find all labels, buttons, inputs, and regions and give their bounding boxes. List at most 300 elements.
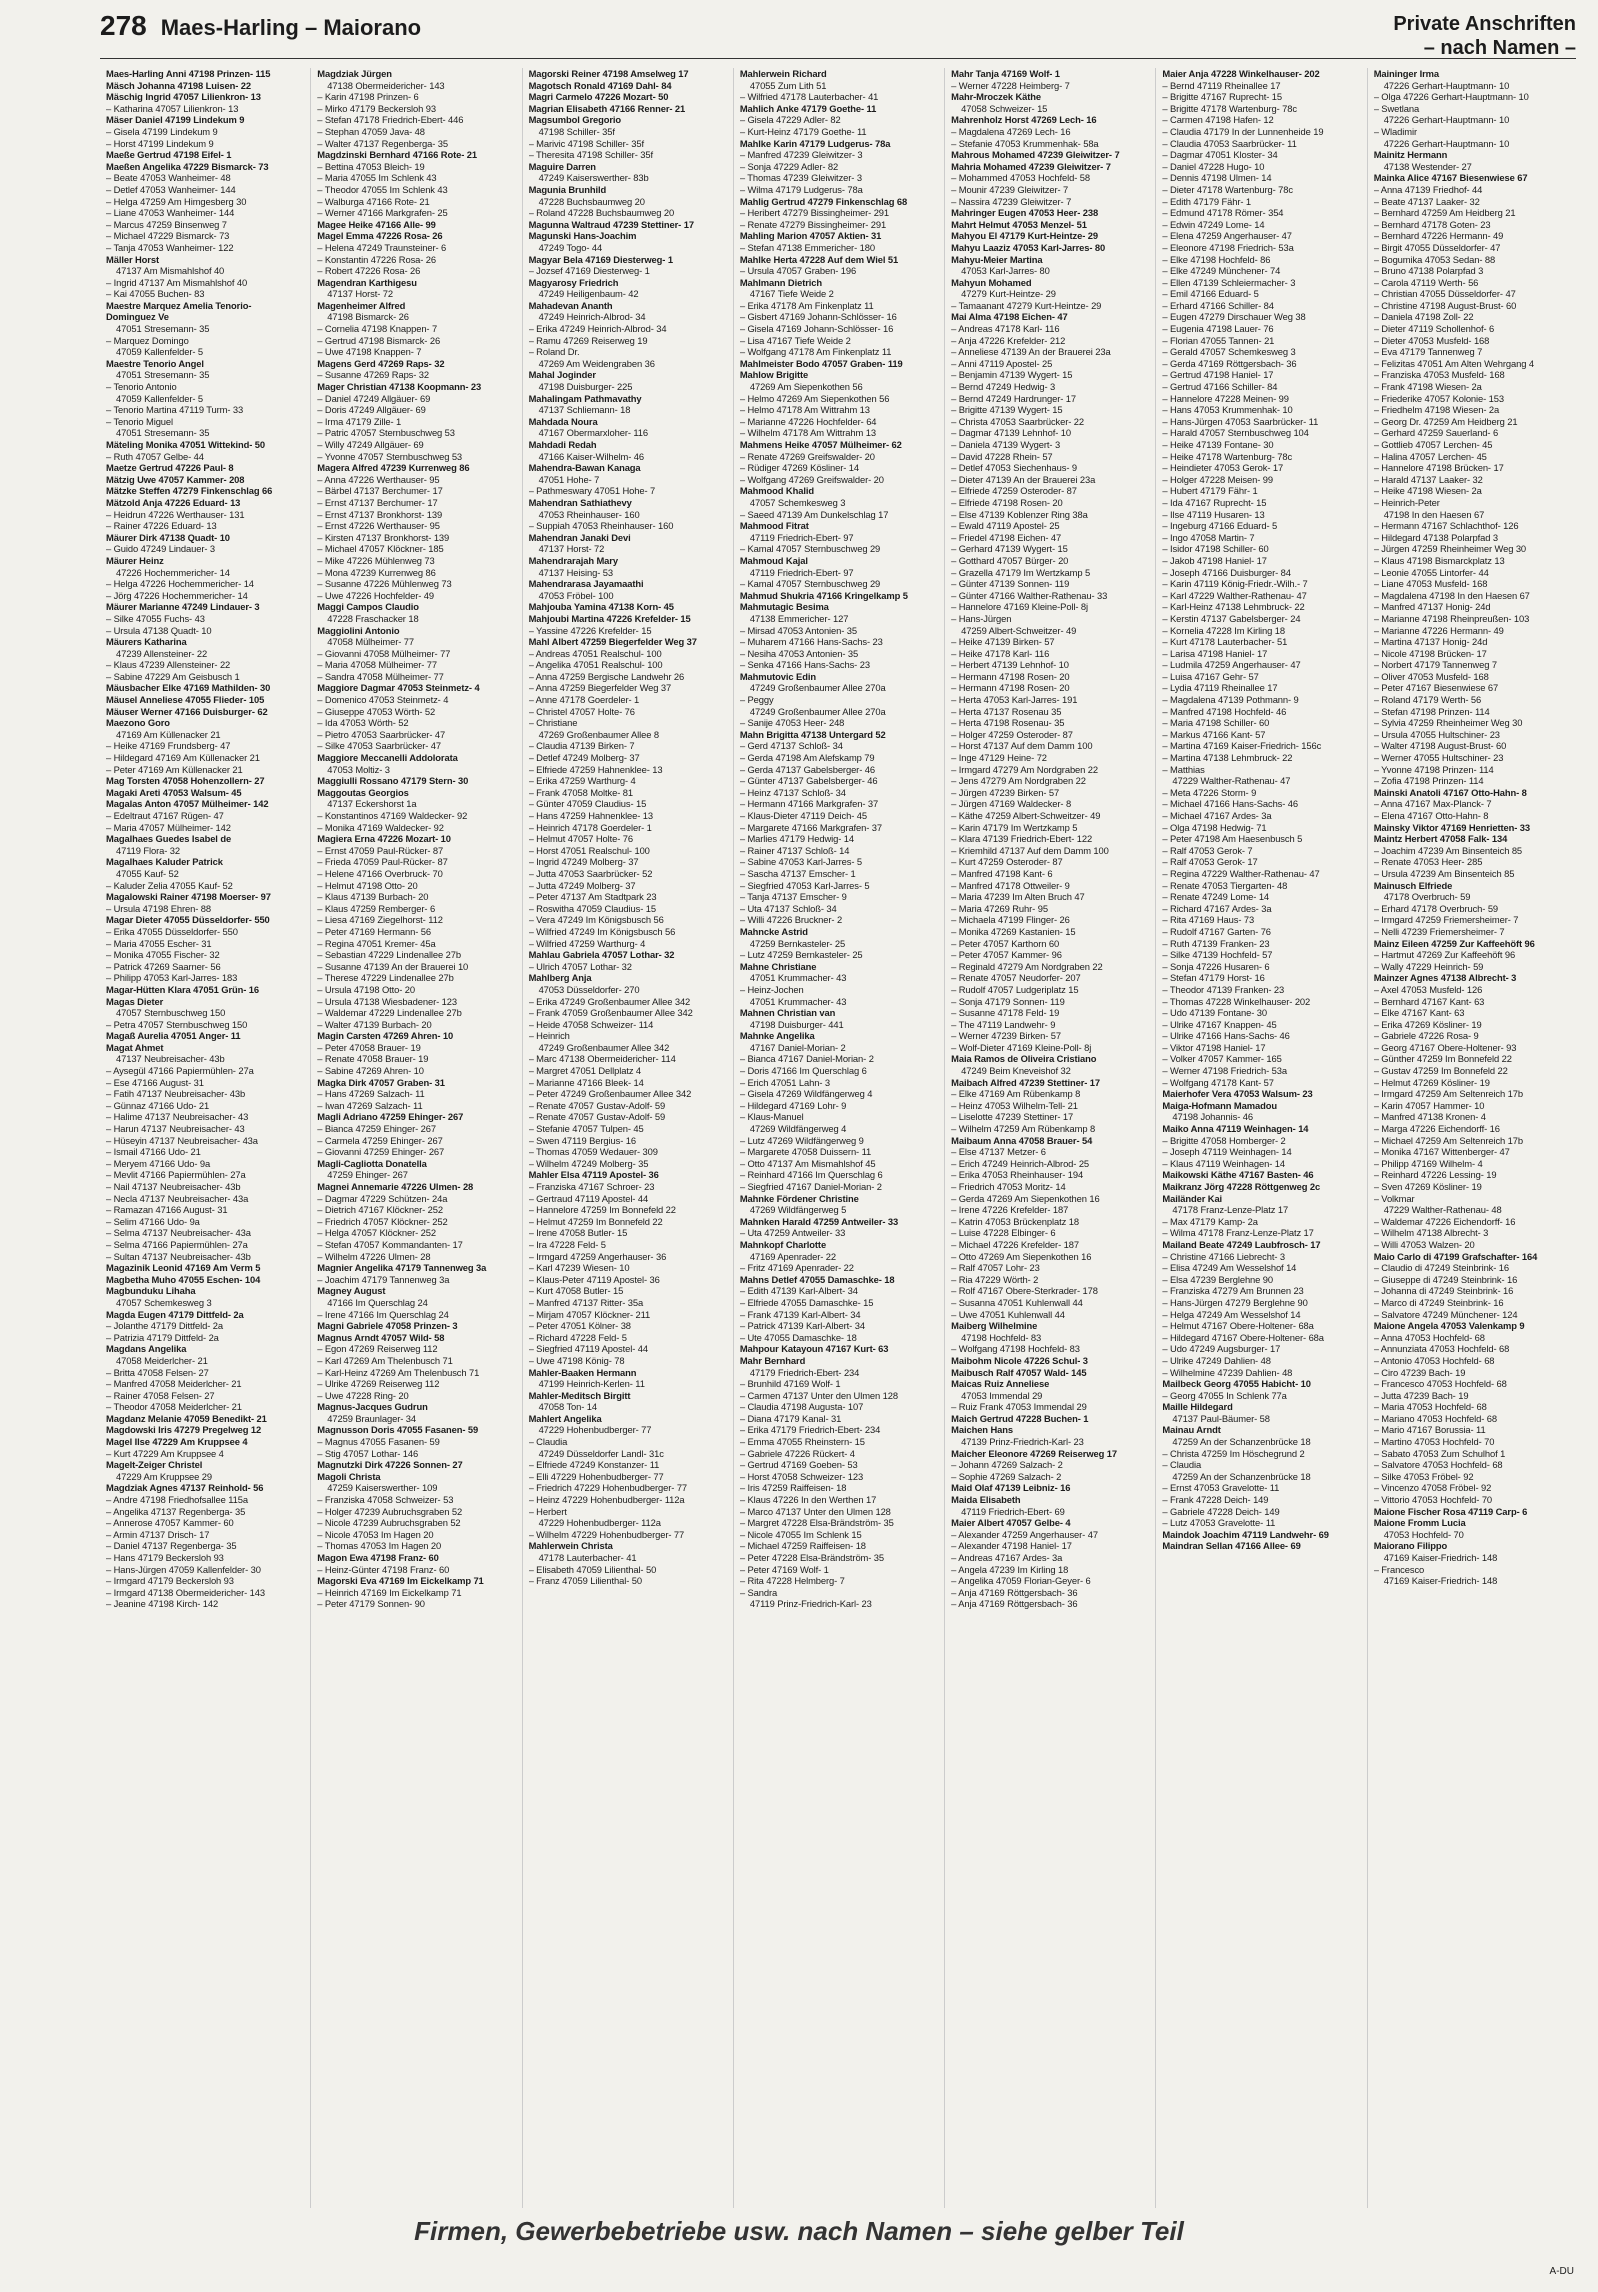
listing-entry: – Silke 47055 Fuchs- 43: [106, 612, 205, 624]
listing-entry: – Franziska 47167 Schroer- 23: [528, 1181, 655, 1192]
listing-entry: – Thomas 47059 Wedauer- 309: [528, 1146, 658, 1158]
listing-entry: – Klara 47139 Friedrich-Ebert- 122: [951, 833, 1093, 845]
listing-entry: – Lisa 47167 Tiefe Weide 2: [739, 334, 851, 346]
listing-entry: Magnier Angelika 47179 Tannenweg 3a: [317, 1262, 487, 1274]
listing-entry: – Ese 47166 August- 31: [106, 1076, 204, 1088]
listing-entry: – Bettina 47053 Bleich- 19: [317, 160, 425, 172]
listing-entry: – Gisbert 47169 Johann-Schlösser- 16: [739, 311, 897, 323]
listing-entry: – Bernd 47119 Rheinallee 17: [1162, 79, 1281, 91]
listing-entry: Mahadevan Ananth: [528, 299, 613, 311]
listing-entry: Magyar Bela 47169 Diesterweg- 1: [528, 253, 673, 265]
listing-column-6: [1155, 68, 1366, 2208]
listing-entry: 47051 Krummacher- 43: [749, 972, 847, 984]
listing-entry: – Anna 47226 Werthauser- 95: [317, 473, 440, 485]
listing-entry: – Silke 47139 Hochfeld- 57: [1162, 949, 1273, 961]
listing-entry: – Hans-Jürgen 47053 Saarbrücker- 11: [1162, 415, 1319, 427]
listing-entry: – Peter 47167 Biesenwiese 67: [1373, 682, 1499, 694]
listing-entry: Maes-Harling Anni 47198 Prinzen- 115: [106, 68, 271, 79]
listing-entry: Mahjoubi Martina 47226 Krefelder- 15: [528, 612, 691, 624]
listing-entry: Maggiulli Rossano 47179 Stern- 30: [317, 775, 469, 787]
listing-entry: – Norbert 47179 Tannenweg 7: [1373, 659, 1497, 671]
listing-entry: – Jutta 47249 Molberg- 37: [528, 879, 636, 891]
listing-entry: Maiga-Hofmann Mamadou: [1162, 1099, 1277, 1111]
listing-entry: Maione Angela 47053 Valenkamp 9: [1373, 1320, 1525, 1332]
listing-entry: – Manfred 47137 Honig- 24d: [1373, 601, 1491, 613]
listing-entry: 47051 Krummacher- 43: [749, 995, 847, 1007]
listing-entry: – Sven 47269 Kösliner- 19: [1373, 1181, 1482, 1192]
listing-entry: – Heike 47139 Birken- 57: [951, 636, 1055, 648]
listing-entry: 47169 Apenrader- 22: [749, 1250, 837, 1262]
listing-entry: – Magdalena 47139 Pothmann- 9: [1162, 694, 1299, 706]
listing-entry: Mahlerwein Christa: [528, 1540, 613, 1552]
listing-entry: Magnus-Jacques Gudrun: [317, 1401, 428, 1413]
listing-entry: Mäteling Monika 47051 Wittekind- 50: [106, 439, 265, 450]
listing-entry: – Horst 47058 Schweizer- 123: [739, 1470, 864, 1482]
listing-entry: – Holger 47259 Osteroder- 87: [951, 728, 1073, 740]
page-number: 278: [100, 10, 147, 41]
listing-entry: Maggiore Dagmar 47053 Steinmetz- 4: [317, 682, 480, 694]
listing-entry: – Uwe 47198 Knappen- 7: [317, 346, 422, 358]
listing-entry: 47119 Flora- 32: [116, 844, 180, 856]
listing-entry: 47053 Moltiz- 3: [327, 763, 390, 775]
listing-entry: 47259 Bernkasteler- 25: [749, 937, 846, 949]
section-title-line2: – nach Namen –: [1423, 37, 1576, 59]
listing-entry: – Peter 47179 Sonnen- 90: [317, 1598, 425, 1610]
listing-entry: – Selma 47166 Papiermühlen- 27a: [106, 1238, 248, 1250]
listing-entry: Maggi Campos Claudio: [317, 601, 419, 613]
listing-entry: – Claudia: [1162, 1459, 1202, 1471]
listing-entry: – Rolf 47167 Obere-Sterkrader- 178: [951, 1285, 1098, 1297]
listing-entry: Mailand Beate 47249 Laubfrosch- 17: [1162, 1238, 1321, 1250]
listing-entry: – Siegfried 47167 Daniel-Morian- 2: [739, 1181, 882, 1192]
listing-entry: – Karin 47179 Im Wertzkamp 5: [951, 821, 1078, 833]
listing-entry: 47137 Eckershorst 1a: [327, 798, 417, 810]
listing-entry: – Richard 47228 Feld- 5: [528, 1331, 627, 1343]
listing-entry: – Frank 47059 Großenbaumer Allee 342: [528, 1007, 693, 1019]
listing-entry: 47139 Prinz-Friedrich-Karl- 23: [961, 1436, 1084, 1448]
listing-entry: – Holger 47239 Aubruchsgraben 52: [317, 1505, 463, 1517]
listing-entry: Mahendrarajah Mary: [528, 554, 618, 566]
listing-entry: 47259 Albert-Schweitzer- 49: [961, 624, 1077, 636]
listing-entry: – Mirsad 47053 Antonien- 35: [739, 624, 858, 636]
listing-entry: – Nicole 47053 Im Hagen 20: [317, 1528, 434, 1540]
listing-entry: – Wally 47229 Heinrich- 59: [1373, 960, 1484, 972]
listing-entry: – Renate 47279 Bissingheimer- 291: [739, 218, 887, 230]
listing-entry: – Richard 47167 Ardes- 3a: [1162, 902, 1272, 914]
listing-entry: Maeßen Angelika 47229 Bismarck- 73: [106, 160, 269, 172]
listing-entry: – Dieter 47178 Wartenburg- 78c: [1162, 183, 1293, 195]
listing-entry: 47249 Beim Kneveishof 32: [961, 1065, 1071, 1077]
listing-entry: – Erich 47051 Lahn- 3: [739, 1076, 830, 1088]
listing-entry: – Ernst 47137 Berchumer- 17: [317, 496, 438, 508]
listing-entry: – Wladimir: [1373, 125, 1417, 137]
listing-entry: – Diana 47179 Kanal- 31: [739, 1412, 842, 1424]
listing-entry: – Elena 47259 Angerhauser- 47: [1162, 230, 1292, 242]
listing-entry: – Magdalena 47198 In den Haesen 67: [1373, 589, 1530, 601]
listing-entry: – Hans-Jürgen 47279 Berglehne 90: [1162, 1296, 1308, 1308]
listing-entry: – Axel 47053 Musfeld- 126: [1373, 983, 1483, 995]
listing-entry: – Elfriede 47055 Damaschke- 15: [739, 1296, 874, 1308]
listing-entry: Maiko Anna 47119 Weinhagen- 14: [1162, 1123, 1309, 1135]
listing-entry: – Daniel 47137 Regenberga- 35: [106, 1540, 237, 1552]
listing-entry: – Harald 47137 Laaker- 32: [1373, 473, 1483, 485]
listing-entry: – Margarete 47166 Markgrafen- 37: [739, 821, 883, 833]
listing-entry: Mahlich Anke 47179 Goethe- 11: [739, 102, 877, 114]
listing-entry: – Klaus-Manuel: [739, 1111, 804, 1123]
listing-entry: Maeße Gertrud 47198 Eifel- 1: [106, 149, 232, 161]
listing-entry: – Ismail 47166 Udo- 21: [106, 1146, 201, 1158]
listing-entry: – Werner 47055 Hultschiner- 23: [1373, 752, 1504, 764]
listing-entry: – Friedhelm 47198 Wiesen- 2a: [1373, 404, 1500, 416]
listing-entry: – Hermann 47166 Markgrafen- 37: [739, 798, 879, 810]
listing-entry: – Philipp 47053 Karl-Jarres- 183: [106, 972, 238, 984]
listing-entry: – Emma 47055 Rheinstern- 15: [739, 1436, 865, 1448]
listing-entry: 47137 Am Mismahlshof 40: [116, 265, 225, 277]
listing-entry: – Bernhard 47178 Goten- 23: [1373, 218, 1491, 230]
listing-entry: 47228 Fraschacker 18: [327, 612, 419, 624]
listing-entry: 47058 Mülheimer- 77: [327, 636, 414, 648]
listing-entry: – Walter 47198 August-Brust- 60: [1373, 740, 1507, 752]
listing-entry: – Joseph 47166 Duisburger- 84: [1162, 566, 1291, 578]
listing-entry: – Peter 47198 Am Haesenbusch 5: [1162, 833, 1303, 845]
listing-entry: – Theresita 47198 Schiller- 35f: [528, 149, 653, 161]
listing-entry: – Wolfgang 47178 Kant- 57: [1162, 1076, 1274, 1088]
listing-entry: 47179 Friedrich-Ebert- 234: [749, 1366, 860, 1378]
listing-entry: Magat Ahmet: [106, 1041, 164, 1053]
listing-entry: – Hildegard 47138 Polarpfad 3: [1373, 531, 1498, 543]
listing-entry: Maestre Marquez Amelia Tenorio-: [106, 299, 252, 311]
listing-entry: – Egon 47269 Reiserweg 112: [317, 1343, 438, 1355]
listing-entry: – Horst 47137 Auf dem Damm 100: [951, 740, 1093, 752]
listing-entry: Magnei Annemarie 47226 Ulmen- 28: [317, 1181, 474, 1192]
listing-entry: – Heinz 47137 Schloß- 34: [739, 786, 846, 798]
listing-entry: – Claudio di 47249 Steinbrink- 16: [1373, 1262, 1510, 1274]
listing-entry: – Angelika 47051 Realschul- 100: [528, 659, 663, 671]
listing-entry: – Werner 47239 Birken- 57: [951, 1030, 1062, 1042]
listing-entry: – Ramu 47269 Reiserweg 19: [528, 334, 648, 346]
listing-entry: – Hannelore 47228 Meinen- 99: [1162, 392, 1289, 404]
listing-entry: – Franziska 47279 Am Brunnen 23: [1162, 1285, 1304, 1297]
listing-entry: Mahl Albert 47259 Biegerfelder Weg 37: [528, 636, 697, 648]
listing-entry: – Herbert 47139 Lehnhof- 10: [951, 659, 1069, 671]
listing-entry: 47259 Kaiserswerther- 109: [327, 1482, 438, 1494]
listing-entry: Mäurer Dirk 47138 Quadt- 10: [106, 531, 230, 543]
listing-entry: – Maria 47055 Escher- 31: [106, 937, 212, 949]
listing-entry: Maibach Alfred 47239 Stettiner- 17: [951, 1076, 1101, 1088]
listing-entry: – Claudia 47139 Birken- 7: [528, 740, 635, 752]
listing-entry: – Angelika 47059 Florian-Geyer- 6: [951, 1575, 1091, 1587]
listing-entry: Maicher Eleonore 47269 Reiserweg 17: [951, 1447, 1117, 1459]
listing-entry: Magunski Hans-Joachim: [528, 230, 637, 242]
listing-entry: – Rainer 47226 Eduard- 13: [106, 520, 217, 532]
listing-entry: – Sabine 47053 Karl-Jarres- 5: [739, 856, 863, 868]
listing-entry: Magri Carmelo 47226 Mozart- 50: [528, 91, 669, 103]
listing-entry: 47169 Kaiser-Friedrich- 148: [1383, 1552, 1498, 1563]
listing-entry: – Ida 47167 Ruprecht- 15: [1162, 496, 1267, 508]
listing-entry: – Helmut 47167 Obere-Holtener- 68a: [1162, 1320, 1314, 1332]
listing-entry: – Mona 47239 Kurrenweg 86: [317, 566, 436, 578]
listing-entry: – Kerstin 47137 Gabelsberger- 24: [1162, 612, 1301, 624]
listing-entry: Maierhofer Vera 47053 Walsum- 23: [1162, 1088, 1313, 1100]
listing-entry: – Ira 47228 Feld- 5: [528, 1238, 606, 1250]
listing-entry: Mahdada Noura: [528, 415, 598, 427]
listing-entry: – Hans-Jürgen 47059 Kallenfelder- 30: [106, 1563, 261, 1575]
listing-entry: – Stefan 47198 Prinzen- 114: [1373, 705, 1490, 717]
listing-entry: – Gerhard 47259 Sauerland- 6: [1373, 427, 1499, 439]
listing-entry: – Isidor 47198 Schiller- 60: [1162, 543, 1269, 555]
listing-entry: – Detlef 47053 Wanheimer- 144: [106, 183, 236, 195]
listing-entry: – Hermann 47167 Schlachthof- 126: [1373, 520, 1519, 532]
listing-entry: Magaß Aurelia 47051 Anger- 11: [106, 1030, 241, 1042]
listing-entry: – Johanna di 47249 Steinbrink- 16: [1373, 1285, 1514, 1297]
listing-entry: – Larisa 47198 Haniel- 17: [1162, 647, 1268, 659]
listing-entry: 47137 Horst- 72: [327, 288, 394, 300]
listing-entry: 47053 Rheinhauser- 160: [538, 508, 640, 520]
listing-entry: – Eva 47179 Tannenweg 7: [1373, 346, 1483, 358]
listing-entry: – Dagmar 47229 Schützen- 24a: [317, 1192, 448, 1204]
listing-entry: 47226 Gerhart-Hauptmann- 10: [1383, 79, 1510, 91]
listing-entry: 47051 Stresemann- 35: [116, 323, 210, 335]
listing-entry: – Kai 47055 Buchen- 83: [106, 288, 205, 300]
listing-entry: – Ilse 47119 Husaren- 13: [1162, 508, 1265, 520]
listing-entry: – Daniel 47228 Hugo- 10: [1162, 160, 1265, 172]
listing-entry: Maggiolini Antonio: [317, 624, 400, 636]
listing-entry: – Werner 47198 Friedrich- 53a: [1162, 1065, 1288, 1077]
listing-entry: – Herta 47198 Rosenau- 35: [951, 717, 1065, 729]
listing-entry: Mahns Detlef 47055 Damaschke- 18: [739, 1273, 895, 1285]
listing-entry: – Ulrich 47057 Lothar- 32: [528, 960, 632, 972]
listing-entry: – Armin 47137 Drisch- 17: [106, 1528, 210, 1540]
listing-entry: – Günter 47139 Sonnen- 119: [951, 578, 1070, 590]
listing-entry: 47226 Gerhart-Hauptmann- 10: [1383, 137, 1510, 149]
listing-entry: – Ernst 47053 Gravelotte- 11: [1162, 1482, 1280, 1494]
listing-entry: – Martino 47053 Hochfeld- 70: [1373, 1436, 1495, 1448]
listing-entry: – Christine 47198 August-Brust- 60: [1373, 299, 1517, 311]
listing-entry: Mätzold Anja 47226 Eduard- 13: [106, 496, 241, 508]
listing-entry: – Nail 47137 Neubreisacher- 43b: [106, 1181, 241, 1192]
listing-entry: 47057 Schemkesweg 3: [749, 496, 846, 508]
listing-entry: – Stefan 47178 Friedrich-Ebert- 446: [317, 114, 464, 126]
listing-entry: – Wilfried 47178 Lauterbacher- 41: [739, 91, 879, 103]
listing-entry: Mahmutovic Edin: [739, 670, 816, 682]
listing-entry: – David 47228 Rhein- 57: [951, 450, 1053, 462]
listing-entry: Magoli Christa: [317, 1470, 381, 1482]
listing-entry: Magar-Hütten Klara 47051 Grün- 16: [106, 983, 259, 995]
listing-entry: – Marga 47226 Eichendorff- 16: [1373, 1123, 1500, 1135]
listing-entry: Magbunduku Lihaha: [106, 1285, 196, 1297]
listing-entry: – Konstantinos 47169 Waldecker- 92: [317, 810, 468, 821]
listing-entry: – Ruth 47057 Gelbe- 44: [106, 450, 204, 462]
listing-entry: 47249 Heiligenbaum- 42: [538, 288, 639, 300]
listing-entry: – Claudia 47053 Saarbrücker- 11: [1162, 137, 1297, 149]
listing-entry: – Reginald 47279 Am Nordgraben 22: [951, 960, 1103, 972]
listing-entry: – Gisela 47229 Adler- 82: [739, 114, 841, 126]
listing-entry: – Francesco: [1373, 1563, 1425, 1575]
listing-entry: Mag Torsten 47058 Hohenzollern- 27: [106, 775, 265, 787]
listing-entry: – Mirko 47179 Beckersloh 93: [317, 102, 437, 114]
listing-entry: – Michael 47229 Bismarck- 73: [106, 230, 230, 242]
listing-entry: – Nesiha 47053 Antonien- 35: [739, 647, 859, 659]
listing-entry: – Gertrud 47166 Schiller- 84: [1162, 381, 1278, 393]
listing-entry: – Giovanni 47058 Mülheimer- 77: [317, 647, 451, 659]
listing-entry: – Cornelia 47198 Knappen- 7: [317, 323, 438, 335]
listing-entry: – Yvonne 47057 Sternbuschweg 53: [317, 450, 463, 462]
listing-entry: – Domenico 47053 Steinmetz- 4: [317, 694, 449, 706]
listing-entry: – Erhard 47178 Overbruch- 59: [1373, 902, 1499, 914]
listing-column-2: [310, 68, 521, 2208]
listing-entry: – Peter 47137 Am Stadtpark 23: [528, 891, 657, 903]
listing-entry: – Anna 47167 Max-Planck- 7: [1373, 798, 1492, 810]
listing-entry: – Maria 47055 Im Schlenk 43: [317, 172, 437, 184]
listing-entry: – Kaluder Zelia 47055 Kauf- 52: [106, 879, 233, 891]
listing-entry: – Irene 47058 Butler- 15: [528, 1227, 628, 1239]
listing-entry: – Patrizia 47179 Dittfeld- 2a: [106, 1331, 219, 1343]
listing-entry: Mäschig Ingrid 47057 Lilienkron- 13: [106, 91, 261, 103]
listing-entry: – Wilhelm 47259 Am Rübenkamp 8: [951, 1123, 1096, 1135]
listing-entry: Magalas Anton 47057 Mülheimer- 142: [106, 798, 269, 810]
listing-entry: Magdanz Melanie 47059 Benedikt- 21: [106, 1412, 267, 1424]
listing-entry: – Frank 47198 Wiesen- 2a: [1373, 381, 1482, 393]
listing-entry: – Max 47179 Kamp- 2a: [1162, 1215, 1258, 1227]
listing-entry: 47057 Sternbuschweg 150: [116, 1007, 226, 1019]
listing-entry: – Gerda 47169 Röttgersbach- 36: [1162, 357, 1297, 369]
listing-entry: – Karl-Heinz 47269 Am Thelenbusch 71: [317, 1366, 480, 1378]
listing-entry: Magrian Elisabeth 47166 Renner- 21: [528, 102, 686, 114]
listing-entry: – Sonja 47226 Husaren- 6: [1162, 960, 1270, 972]
listing-columns: [100, 68, 1578, 2208]
listing-entry: Magunna Waltraud 47239 Stettiner- 17: [528, 218, 694, 230]
listing-entry: – Beate 47053 Wanheimer- 48: [106, 172, 231, 184]
listing-entry: – Willi 47226 Bruckner- 2: [739, 914, 843, 926]
listing-entry: – Stefanie 47057 Tulpen- 45: [528, 1123, 644, 1135]
listing-entry: – Klaus 47226 In den Werthen 17: [739, 1494, 877, 1506]
listing-entry: Maione Fromm Lucia: [1373, 1517, 1466, 1529]
listing-entry: – Gisela 47169 Johann-Schlösser- 16: [739, 323, 894, 335]
listing-entry: – Edwin 47249 Lome- 14: [1162, 218, 1265, 230]
listing-entry: – Susanne 47139 An der Brauerei 10: [317, 960, 469, 972]
listing-entry: – Wolfgang 47178 Am Finkenplatz 11: [739, 346, 892, 358]
listing-entry: – Ursula 47138 Quadt- 10: [106, 624, 212, 636]
listing-entry: – Anna 47259 Bergische Landwehr 26: [528, 670, 685, 682]
listing-entry: – Rüdiger 47269 Kösliner- 14: [739, 462, 859, 474]
listing-entry: – Peter 47169 Wolf- 1: [739, 1563, 829, 1575]
listing-entry: – Anja 47226 Krefelder- 212: [951, 334, 1066, 346]
listing-entry: – Angelika 47137 Regenberga- 35: [106, 1505, 246, 1517]
listing-entry: – Susanna 47051 Kuhlenwall 44: [951, 1296, 1083, 1308]
listing-entry: – Dagmar 47051 Kloster- 34: [1162, 149, 1278, 161]
listing-entry: – Ernst 47226 Werthauser- 95: [317, 520, 440, 532]
listing-entry: – Doris 47166 Im Querschlag 6: [739, 1065, 867, 1077]
listing-entry: 47229 Am Kruppsee 29: [116, 1470, 212, 1482]
listing-entry: – Sabine 47229 Am Geisbusch 1: [106, 670, 240, 682]
listing-entry: 47057 Schemkesweg 3: [116, 1296, 212, 1308]
listing-entry: – Peter 47228 Elsa-Brändström- 35: [739, 1552, 885, 1563]
listing-entry: – Karl 47269 Am Thelenbusch 71: [317, 1354, 453, 1366]
listing-entry: Magka Dirk 47057 Graben- 31: [317, 1076, 445, 1088]
listing-entry: Maid Olaf 47139 Leibniz- 16: [951, 1482, 1071, 1494]
listing-entry: – Viktor 47198 Haniel- 17: [1162, 1041, 1266, 1053]
listing-entry: – Lutz 47269 Wildfängerweg 9: [739, 1134, 864, 1146]
listing-entry: Magunia Brunhild: [528, 183, 607, 195]
listing-entry: Magnusson Doris 47055 Fasanen- 59: [317, 1424, 479, 1436]
listing-entry: – Antonio 47053 Hochfeld- 68: [1373, 1354, 1495, 1366]
listing-entry: – Liselotte 47239 Stettiner- 17: [951, 1111, 1074, 1123]
listing-entry: Mahrenholz Horst 47269 Lech- 16: [951, 114, 1097, 126]
listing-entry: – Stefan 47138 Emmericher- 180: [739, 241, 875, 253]
listing-entry: – Willy 47249 Allgäuer- 69: [317, 439, 424, 450]
listing-entry: Mahria Mohamed 47239 Gleiwitzer- 7: [951, 160, 1111, 172]
listing-entry: – Sandra: [739, 1586, 778, 1598]
listing-entry: – Maria 47058 Mülheimer- 77: [317, 659, 438, 671]
listing-entry: – Heike 47169 Frundsberg- 47: [106, 740, 231, 752]
listing-entry: Maezono Goro: [106, 717, 170, 729]
listing-entry: Magdowski Iris 47279 Pregelweg 12: [106, 1424, 262, 1436]
listing-entry: – Jakob 47198 Haniel- 17: [1162, 554, 1267, 566]
listing-entry: – Bruno 47138 Polarpfad 3: [1373, 265, 1484, 277]
listing-entry: 47167 Obermarxloher- 116: [538, 427, 649, 439]
section-title-line1: Private Anschriften: [1393, 13, 1576, 35]
listing-entry: Maetze Gertrud 47226 Paul- 8: [106, 462, 234, 474]
listing-entry: 47249 Großenbaumer Allee 270a: [749, 682, 886, 694]
listing-entry: – Elli 47229 Hohenbudberger- 77: [528, 1470, 664, 1482]
listing-entry: – Ruth 47139 Franken- 23: [1162, 937, 1270, 949]
listing-entry: – Hüseyin 47137 Neubreisacher- 43a: [106, 1134, 258, 1146]
listing-entry: – Franziska 47058 Schweizer- 53: [317, 1494, 454, 1506]
listing-entry: – Monika 47169 Waldecker- 92: [317, 821, 444, 833]
listing-entry: – Walburga 47166 Rote- 21: [317, 195, 430, 207]
listing-entry: – Erika 47055 Düsseldorfer- 550: [106, 925, 238, 937]
listing-entry: – Swetlana: [1373, 102, 1420, 114]
listing-entry: 47269 Am Siepenkothen 56: [749, 381, 863, 393]
listing-entry: 47166 Im Querschlag 24: [327, 1296, 428, 1308]
listing-entry: – Silke 47053 Saarbrücker- 47: [317, 740, 442, 752]
listing-entry: – Rudolf 47167 Garten- 76: [1162, 925, 1271, 937]
listing-entry: Mahendra-Bawan Kanaga: [528, 462, 641, 474]
listing-entry: – Elke 47167 Kant- 63: [1373, 1007, 1465, 1019]
listing-entry: Magorski Eva 47169 Im Eickelkamp 71: [317, 1575, 484, 1587]
listing-entry: – Wolfgang 47198 Hochfeld- 83: [951, 1343, 1080, 1355]
listing-entry: – Irmgard 47259 Am Seltenreich 17b: [1373, 1088, 1523, 1100]
listing-entry: Mätzig Uwe 47057 Kammer- 208: [106, 473, 245, 485]
listing-entry: – Friedrich 47057 Klöckner- 252: [317, 1215, 448, 1227]
listing-entry: – Wilhelmine 47239 Dahlien- 48: [1162, 1366, 1293, 1378]
listing-entry: – Walter 47137 Regenberga- 35: [317, 137, 448, 149]
listing-entry: Magbetha Muho 47055 Eschen- 104: [106, 1273, 261, 1285]
listing-entry: Magin Carsten 47269 Ahren- 10: [317, 1030, 454, 1042]
listing-entry: 47178 Overbruch- 59: [1383, 891, 1471, 903]
listing-entry: Magee Heike 47166 Alle- 99: [317, 218, 436, 230]
listing-entry: Magdans Angelika: [106, 1343, 187, 1355]
listing-entry: Magni Gabriele 47058 Prinzen- 3: [317, 1320, 458, 1332]
listing-entry: – Luisa 47167 Gehr- 57: [1162, 670, 1259, 682]
listing-entry: Maida Elisabeth: [951, 1494, 1021, 1506]
listing-entry: – Heinz 47053 Wilhelm-Tell- 21: [951, 1099, 1078, 1111]
listing-entry: 47137 Paul-Bäumer- 58: [1172, 1412, 1270, 1424]
listing-entry: – Hans 47259 Hahnenklee- 13: [528, 810, 654, 821]
listing-entry: – Ewald 47119 Apostel- 25: [951, 520, 1060, 532]
listing-entry: – Iwan 47269 Salzach- 11: [317, 1099, 423, 1111]
listing-entry: 47198 Schiller- 35f: [538, 125, 615, 137]
listing-entry: Magel Ilse 47229 Am Kruppsee 4: [106, 1436, 248, 1448]
listing-entry: 47249 Heinrich-Albrod- 34: [538, 311, 646, 323]
listing-entry: – Gerald 47057 Schemkesweg 3: [1162, 346, 1296, 358]
listing-entry: Mahncke Astrid: [739, 925, 808, 937]
listing-entry: – Grazella 47179 Im Wertzkamp 5: [951, 566, 1091, 578]
listing-entry: 47137 Neubreisacher- 43b: [116, 1053, 225, 1065]
listing-entry: Maininger Irma: [1373, 68, 1439, 79]
listing-entry: – Beate 47137 Laaker- 32: [1373, 195, 1480, 207]
listing-entry: Mahlert Angelika: [528, 1412, 602, 1424]
